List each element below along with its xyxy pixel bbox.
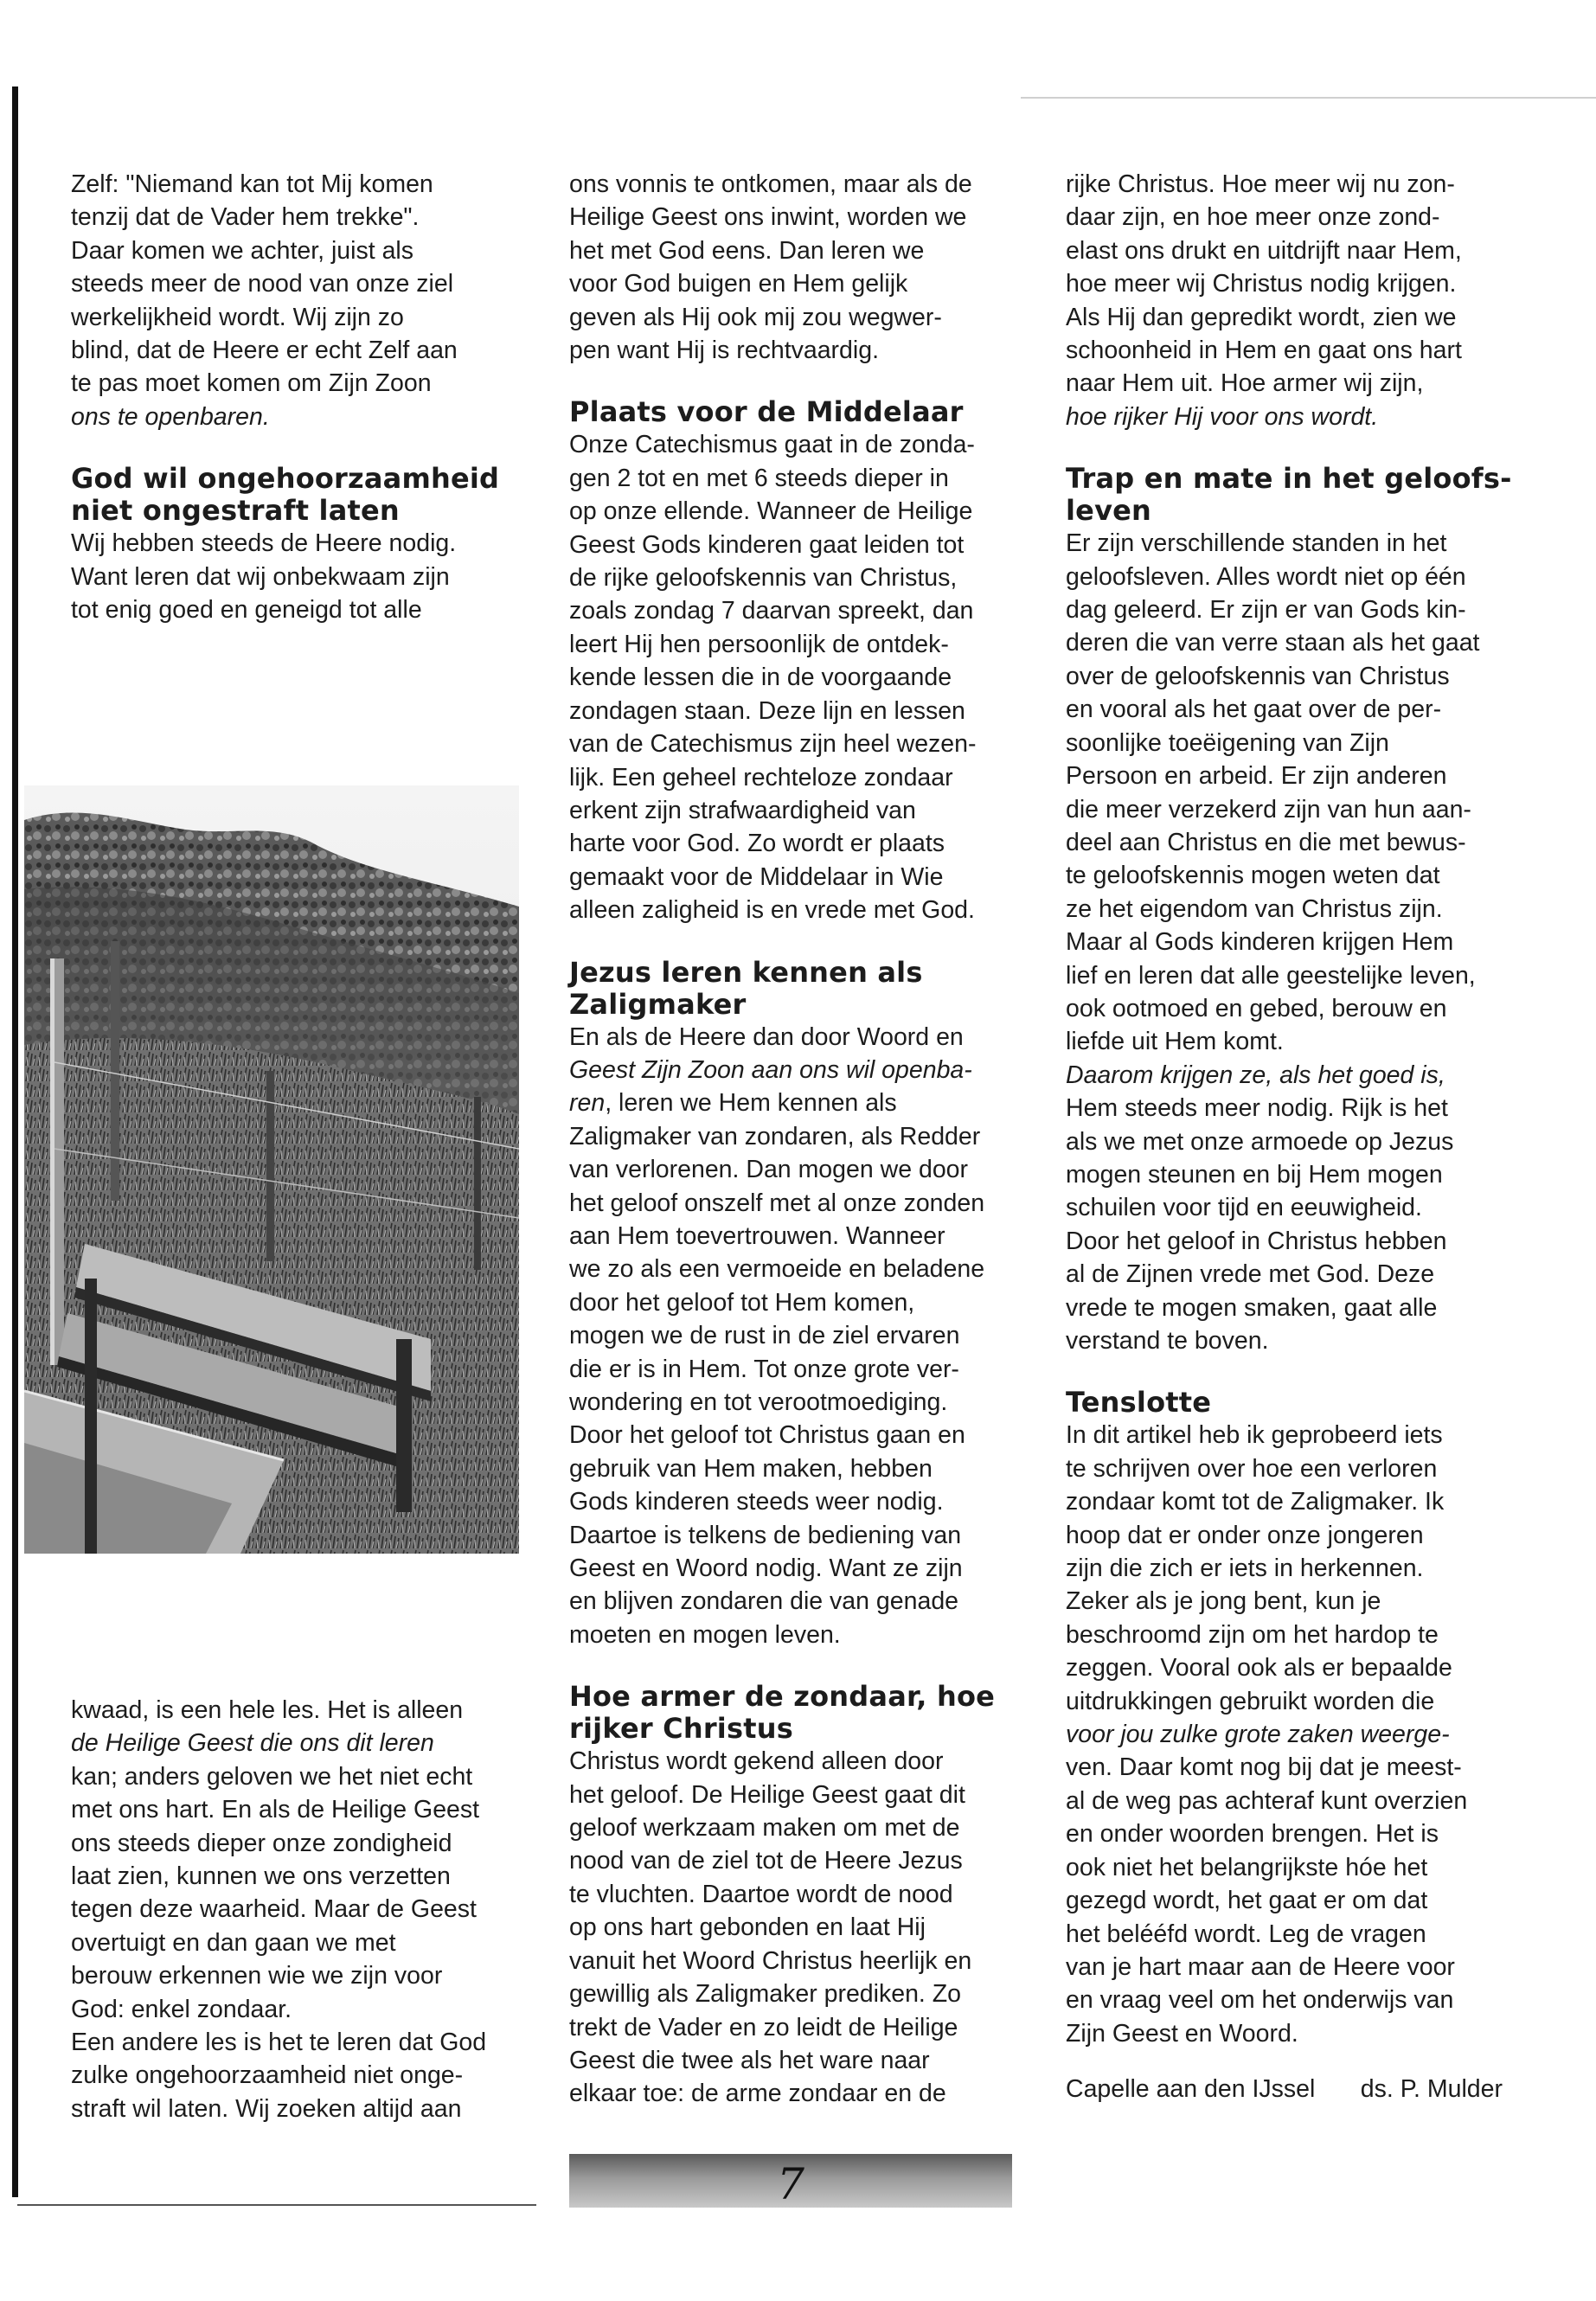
text-line: tegen deze waarheid. Maar de Geest [71,1895,477,1924]
col2-section2 [569,428,1006,926]
text-line: Gods kinderen steeds weer nodig. [569,1488,944,1516]
signature [1066,2073,1503,2106]
text-line: elkaar toe: de arme zondaar en de [569,2080,946,2108]
column-1-continued [71,1694,521,2125]
heading-jezus-leren-kennen: Jezus leren kennen als Zaligmaker [569,955,923,1021]
text-line: te schrijven over hoe een verloren [1066,1454,1438,1483]
text-line: leert Hij hen persoonlijk de ontdek- [569,630,949,658]
scan-edge-bottom [17,2204,536,2206]
text-line: Geest en Woord nodig. Want ze zijn [569,1554,963,1583]
text-line: In dit artikel heb ik geprobeerd iets [1066,1421,1443,1450]
col1-continued-text [71,1694,521,2125]
text-line: ons vonnis te ontkomen, maar als de [569,170,972,198]
heading-tenslotte: Tenslotte [1066,1386,1212,1420]
text-line: gemaakt voor de Middelaar in Wie [569,862,944,891]
text-line: op onze ellende. Wanneer de Heilige [569,497,973,526]
text-line: geven als Hij ook mij zou wegwer- [569,303,942,331]
text-line-italic: Geest Zijn Zoon aan ons wil openba- [569,1055,972,1084]
text-line-italic: Daarom krijgen ze, als het goed is, [1066,1061,1445,1089]
text-line: werkelijkheid wordt. Wij zijn zo [71,303,404,331]
text-line-mixed [569,1086,1006,1119]
heading-hoe-armer-de-zondaar: Hoe armer de zondaar, hoe rijker Christus [569,1680,996,1746]
text-fragment: , leren we Hem kennen als [605,1089,897,1118]
text-line: beschroomd zijn om het hardop te [1066,1620,1439,1649]
text-line: op ons hart gebonden en laat Hij [569,1913,926,1942]
text-line: voor God buigen en Hem gelijk [569,270,908,298]
text-line: Er zijn verschillende standen in het [1066,529,1447,558]
text-line: pen want Hij is rechtvaardig. [569,336,880,365]
text-line: deel aan Christus en die met bewus- [1066,828,1466,856]
text-line: Onze Catechismus gaat in de zonda- [569,431,975,459]
text-line: al de Zijnen vrede met God. Deze [1066,1260,1435,1289]
text-line: over de geloofskennis van Christus [1066,662,1450,690]
text-line-italic: hoe rijker Hij voor ons wordt. [1066,402,1379,431]
text-line: Wij hebben steeds de Heere nodig. [71,529,457,558]
text-line: kan; anders geloven we het niet echt [71,1762,473,1791]
text-line: tot enig goed en geneigd tot alle [71,596,422,625]
text-line: Zaligmaker van zondaren, als Redder [569,1122,981,1150]
text-line: en vooral als het gaat over de per- [1066,695,1442,724]
text-line: ze het eigendom van Christus zijn. [1066,894,1443,923]
col1-intro [71,168,508,433]
heading-god-wil-ongehoorzaamheid: God wil ongehoorzaamheid niet ongestraft laten [71,462,500,528]
text-line: alleen zaligheid is en vrede met God. [569,896,975,925]
text-line: gebruik van Hem maken, hebben [569,1454,933,1483]
text-line: ook niet het belangrijkste hóe het [1066,1853,1428,1881]
text-line: laat zien, kunnen we ons verzetten [71,1862,451,1891]
text-line-italic: voor jou zulke grote zaken weerge- [1066,1721,1450,1749]
text-line: Zeker als je jong bent, kun je [1066,1587,1381,1616]
text-line: Daar komen we achter, juist als [71,236,414,265]
text-line: uitdrukkingen gebruikt worden die [1066,1687,1435,1715]
text-line: ook ootmoed en gebed, berouw en [1066,994,1447,1022]
text-line: straft wil laten. Wij zoeken altijd aan [71,2094,462,2123]
text-line: gewillig als Zaligmaker prediken. Zo [569,1980,962,2009]
text-line-italic: ons te openbaren. [71,402,270,431]
text-line: hoop dat er onder onze jongeren [1066,1521,1424,1549]
text-line: Daartoe is telkens de bediening van [569,1521,962,1549]
text-line: gen 2 tot en met 6 steeds dieper in [569,464,949,492]
text-line: lief en leren dat alle geestelijke leven, [1066,961,1476,990]
text-line: rijke Christus. Hoe meer wij nu zon- [1066,170,1455,198]
text-line: aan Hem toevertrouwen. Wanneer [569,1221,945,1250]
text-line: en onder woorden brengen. Het is [1066,1820,1439,1849]
text-line: die meer verzekerd zijn van hun aan- [1066,795,1471,824]
text-line: tenzij dat de Vader hem trekke". [71,203,420,232]
col2-intro [569,168,1006,367]
text-line: schoonheid in Hem en gaat ons hart [1066,336,1462,365]
signature-place: Capelle aan den IJssel [1066,2075,1316,2104]
text-line: door het geloof tot Hem komen, [569,1288,915,1317]
text-line: Maar al Gods kinderen krijgen Hem [1066,928,1454,957]
text-line: nood van de ziel tot de Heere Jezus [569,1847,963,1875]
text-line: we zo als een vermoeide en beladene [569,1255,985,1284]
text-line: zondagen staan. Deze lijn en lessen [569,696,965,725]
text-line: Door het geloof tot Christus gaan en [569,1421,965,1450]
text-line: de rijke geloofskennis van Christus, [569,564,958,593]
text-line: hoe meer wij Christus nodig krijgen. [1066,270,1457,298]
heading-plaats-voor-de-middelaar: Plaats voor de Middelaar [569,395,964,429]
page-number-bar [569,2154,1012,2208]
text-line: zondaar komt tot de Zaligmaker. Ik [1066,1488,1445,1516]
heading-trap-en-mate: Trap en mate in het geloofs- leven [1066,462,1512,528]
text-line: zoals zondag 7 daarvan spreekt, dan [569,597,974,625]
text-line: moeten en mogen leven. [569,1620,841,1649]
signature-author: ds. P. Mulder [1360,2075,1503,2104]
text-line: naar Hem uit. Hoe armer wij zijn, [1066,369,1424,398]
text-line: harte voor God. Zo wordt er plaats [569,830,945,858]
text-line: Zelf: "Niemand kan tot Mij komen [71,170,433,198]
text-line: en vraag veel om het onderwijs van [1066,1986,1454,2015]
text-line: Als Hij dan gepredikt wordt, zien we [1066,303,1457,331]
text-line: te vluchten. Daartoe wordt de nood [569,1880,953,1908]
text-line: gezegd wordt, het gaat er om dat [1066,1887,1428,1915]
text-line: schuilen voor tijd en eeuwigheid. [1066,1194,1422,1222]
text-line: van verlorenen. Dan mogen we door [569,1156,969,1184]
text-line: het met God eens. Dan leren we [569,236,925,265]
text-line: Een andere les is het te leren dat God [71,2029,487,2057]
bench-in-dunes-photo [24,785,519,1554]
text-line: steeds meer de nood van onze ziel [71,270,454,298]
text-line: Heilige Geest ons inwint, worden we [569,203,967,232]
text-line: te geloofskennis mogen weten dat [1066,862,1440,890]
text-line: En als de Heere dan door Woord en [569,1022,964,1051]
text-line: God: enkel zondaar. [71,1995,292,2023]
text-line: het geloof. De Heilige Geest gaat dit [569,1780,965,1809]
scan-edge-left [12,87,18,2197]
text-line: geloof werkzaam maken om met de [569,1814,960,1843]
column-2 [569,168,1006,2111]
col3-section6 [1066,1419,1503,2050]
text-line: van je hart maar aan de Heere voor [1066,1952,1455,1981]
text-line: zeggen. Vooral ook als er bepaalde [1066,1654,1452,1682]
col2-section4 [569,1745,1006,2110]
text-line-italic: de Heilige Geest die ons dit leren [71,1729,434,1758]
text-line: met ons hart. En als de Heilige Geest [71,1796,480,1824]
text-line: het belééfd wordt. Leg de vragen [1066,1920,1426,1948]
text-line: Zijn Geest en Woord. [1066,2019,1298,2048]
text-line: wondering en tot verootmoediging. [569,1388,948,1416]
text-line: blind, dat de Heere er echt Zelf aan [71,336,458,365]
text-line: Geest Gods kinderen gaat leiden tot [569,530,965,559]
text-line: Want leren dat wij onbekwaam zijn [71,562,450,591]
text-line: en blijven zondaren die van genade [569,1587,959,1616]
text-line: ons steeds dieper onze zondigheid [71,1829,452,1857]
text-line: al de weg pas achteraf kunt overzien [1066,1786,1468,1815]
text-line: Persoon en arbeid. Er zijn anderen [1066,762,1447,791]
text-line: berouw erkennen wie we zijn voor [71,1962,443,1990]
text-line: Door het geloof in Christus hebben [1066,1227,1447,1255]
text-line: liefde uit Hem komt. [1066,1028,1284,1056]
text-line: vanuit het Woord Christus heerlijk en [569,1946,972,1975]
text-line: Christus wordt gekend alleen door [569,1747,944,1776]
col3-intro [1066,168,1503,433]
text-line: overtuigt en dan gaan we met [71,1928,396,1957]
text-line: het geloof onszelf met al onze zonden [569,1189,985,1217]
text-line: vrede te mogen smaken, gaat alle [1066,1293,1438,1322]
text-line: elast ons drukt en uitdrijft naar Hem, [1066,236,1462,265]
text-line: Hem steeds meer nodig. Rijk is het [1066,1094,1448,1123]
text-line: deren die van verre staan als het gaat [1066,629,1480,657]
text-line: dag geleerd. Er zijn er van Gods kin- [1066,596,1466,625]
text-line: kende lessen die in de voorgaande [569,663,952,692]
scan-edge-top [1021,97,1596,99]
text-line: geloofsleven. Alles wordt niet op één [1066,562,1466,591]
text-line: ven. Daar komt nog bij dat je meest- [1066,1753,1462,1782]
text-line: mogen we de rust in de ziel ervaren [569,1322,960,1350]
col3-section5 [1066,527,1503,1357]
text-line: als we met onze armoede op Jezus [1066,1127,1454,1156]
text-line: die er is in Hem. Tot onze grote ver- [569,1355,959,1383]
col2-section3 [569,1021,1006,1652]
text-line: daar zijn, en hoe meer onze zond- [1066,203,1440,232]
column-1 [71,168,508,626]
column-3 [1066,168,1512,2106]
text-line: van de Catechismus zijn heel wezen- [569,730,977,759]
text-line: lijk. Een geheel rechteloze zondaar [569,763,953,792]
text-line: zulke ongehoorzaamheid niet onge- [71,2061,464,2090]
text-line: erkent zijn strafwaardigheid van [569,796,916,824]
text-line: kwaad, is een hele les. Het is alleen [71,1696,464,1724]
text-line: soonlijke toeëigening van Zijn [1066,728,1389,757]
text-line: trekt de Vader en zo leidt de Heilige [569,2013,958,2041]
text-line: te pas moet komen om Zijn Zoon [71,369,432,398]
italic-fragment: ren [569,1089,606,1118]
text-line: verstand te boven. [1066,1327,1269,1355]
text-line: Geest die twee als het ware naar [569,2046,930,2074]
text-line: mogen steunen en bij Hem mogen [1066,1160,1443,1189]
page-number: 7 [777,2159,804,2209]
col1-section1 [71,527,508,626]
text-line: zijn die zich er iets in herkennen. [1066,1554,1424,1583]
